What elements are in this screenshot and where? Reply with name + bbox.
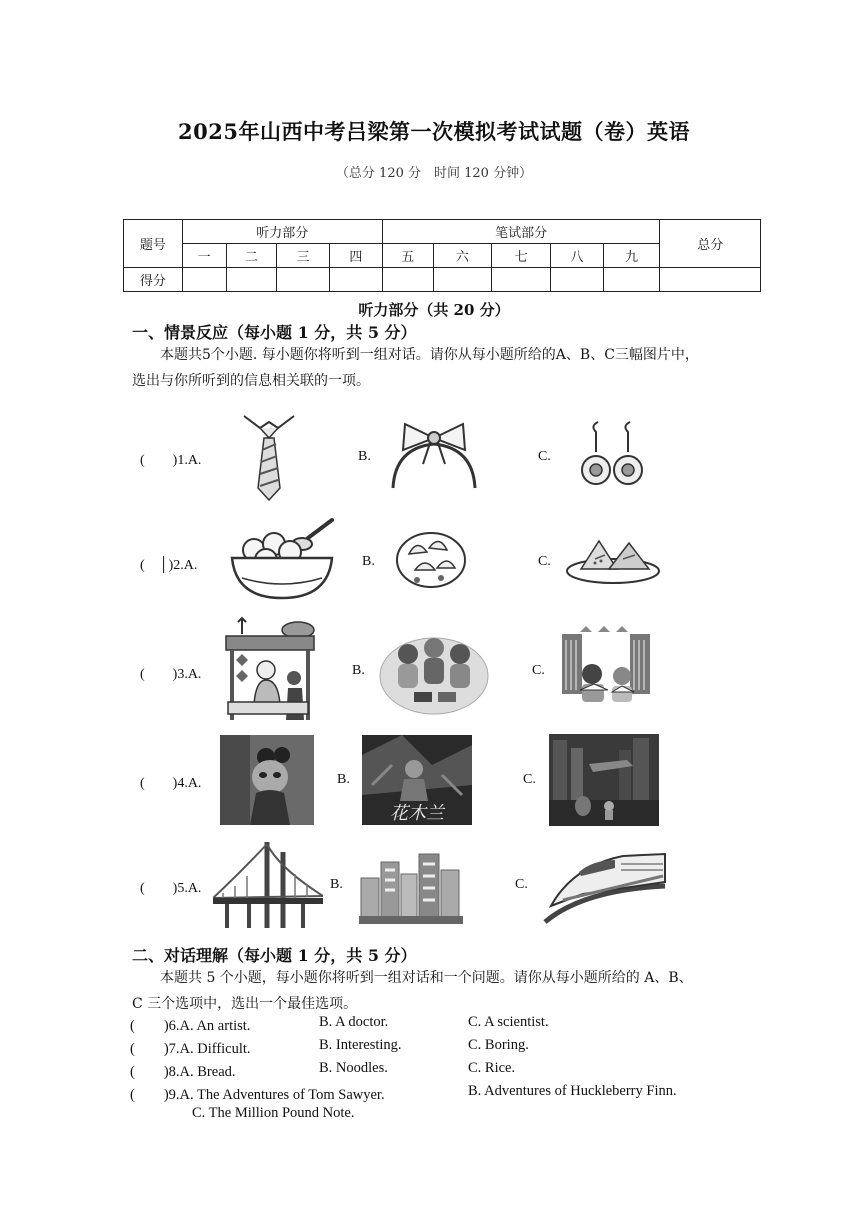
column-header: 二 (226, 244, 277, 268)
tangyuan-bowl-icon[interactable] (228, 516, 336, 602)
instruction-line: 本题共 5 个小题，每小题你将听到一组对话和一个问题。请你从每小题所给的 A、B、 (160, 970, 693, 986)
column-header: 八 (551, 244, 604, 268)
question-5-number: ( )5.A. (140, 881, 202, 896)
score-cell[interactable] (551, 268, 604, 292)
kids-reading-icon[interactable] (558, 624, 654, 716)
question-1-number: ( )1.A. (140, 453, 202, 468)
row-header-label: 题号 (124, 220, 183, 268)
option-c-label: C. (532, 663, 545, 678)
instruction-line: 本题共5个小题. 每小题你将听到一组对话。请你从每小题所给的A、B、C三幅图片中， (160, 347, 699, 363)
question-9-option-b: B. Adventures of Huckleberry Finn. (468, 1083, 677, 1099)
option-c-label: C. (538, 449, 551, 464)
necktie-icon[interactable] (238, 410, 300, 502)
question-9-stem: ( )9.A. The Adventures of Tom Sawyer. (130, 1087, 385, 1103)
question-9-option-c: C. The Million Pound Note. (192, 1105, 355, 1121)
city-buildings-icon[interactable] (359, 850, 463, 924)
question-8-option-b: B. Noodles. (319, 1060, 388, 1076)
score-cell[interactable] (492, 268, 551, 292)
option-b-label: B. (337, 772, 350, 787)
question-7-stem: ( )7.A. Difficult. (130, 1041, 251, 1057)
score-cell[interactable] (226, 268, 277, 292)
score-cell[interactable] (433, 268, 492, 292)
score-cell[interactable] (603, 268, 660, 292)
part1-heading: 一、情景反应（每小题 1 分，共 5 分） (132, 323, 417, 342)
question-7-option-c: C. Boring. (468, 1037, 529, 1053)
question-3-number: ( )3.A. (140, 667, 202, 682)
column-header: 七 (492, 244, 551, 268)
exam-subtitle: （总分 120 分 时间 120 分钟） (335, 166, 533, 181)
animated-girl-still[interactable] (220, 735, 314, 825)
page-title: 2025年山西中考吕梁第一次模拟考试试题（卷）英语 (178, 119, 690, 144)
question-6-stem: ( )6.A. An artist. (130, 1018, 251, 1034)
column-header: 三 (277, 244, 330, 268)
market-stall-icon[interactable] (222, 616, 318, 724)
instruction-line: 选出与你所听到的信息相关联的一项。 (132, 373, 370, 389)
dumplings-plate-icon[interactable] (395, 528, 467, 590)
column-header: 四 (330, 244, 383, 268)
column-header: 九 (603, 244, 660, 268)
part2-instructions (132, 965, 742, 1017)
kids-picnic-icon[interactable] (378, 624, 490, 716)
score-table (123, 219, 761, 292)
option-b-label: B. (352, 663, 365, 678)
score-label: 得分 (124, 268, 183, 292)
bridge-icon[interactable] (213, 838, 323, 930)
hair-bow-icon[interactable] (385, 418, 483, 494)
high-speed-train-icon[interactable] (543, 846, 667, 926)
question-6-option-b: B. A doctor. (319, 1014, 389, 1030)
option-c-label: C. (538, 554, 551, 569)
earrings-icon[interactable] (578, 418, 648, 494)
instruction-line: C 三个选项中，选出一个最佳选项。 (132, 996, 358, 1012)
question-4-number: ( )4.A. (140, 776, 202, 791)
score-cell[interactable] (382, 268, 433, 292)
score-cell[interactable] (277, 268, 330, 292)
question-6-option-c: C. A scientist. (468, 1014, 549, 1030)
column-header: 六 (433, 244, 492, 268)
score-cell[interactable] (660, 268, 761, 292)
option-b-label: B. (330, 877, 343, 892)
part1-instructions (132, 342, 742, 394)
column-header: 一 (182, 244, 226, 268)
option-c-label: C. (515, 877, 528, 892)
question-7-option-b: B. Interesting. (319, 1037, 402, 1053)
zongzi-plate-icon[interactable] (565, 535, 661, 585)
score-cell[interactable] (330, 268, 383, 292)
column-header: 五 (382, 244, 433, 268)
option-b-label: B. (358, 449, 371, 464)
mulan-poster-still[interactable] (362, 735, 472, 825)
writing-header: 笔试部分 (382, 220, 660, 244)
question-8-stem: ( )8.A. Bread. (130, 1064, 236, 1080)
total-header: 总分 (660, 220, 761, 268)
part2-heading: 二、对话理解（每小题 1 分，共 5 分） (132, 946, 417, 965)
question-8-option-c: C. Rice. (468, 1060, 516, 1076)
question-2-number: ( │)2.A. (140, 558, 198, 573)
listening-header: 听力部分 (182, 220, 382, 244)
score-cell[interactable] (182, 268, 226, 292)
option-b-label: B. (362, 554, 375, 569)
listening-section-title: 听力部分（共 20 分） (358, 301, 510, 319)
futuristic-city-still[interactable] (549, 734, 659, 826)
option-c-label: C. (523, 772, 536, 787)
poster-title-text: 花木兰 (390, 803, 444, 824)
